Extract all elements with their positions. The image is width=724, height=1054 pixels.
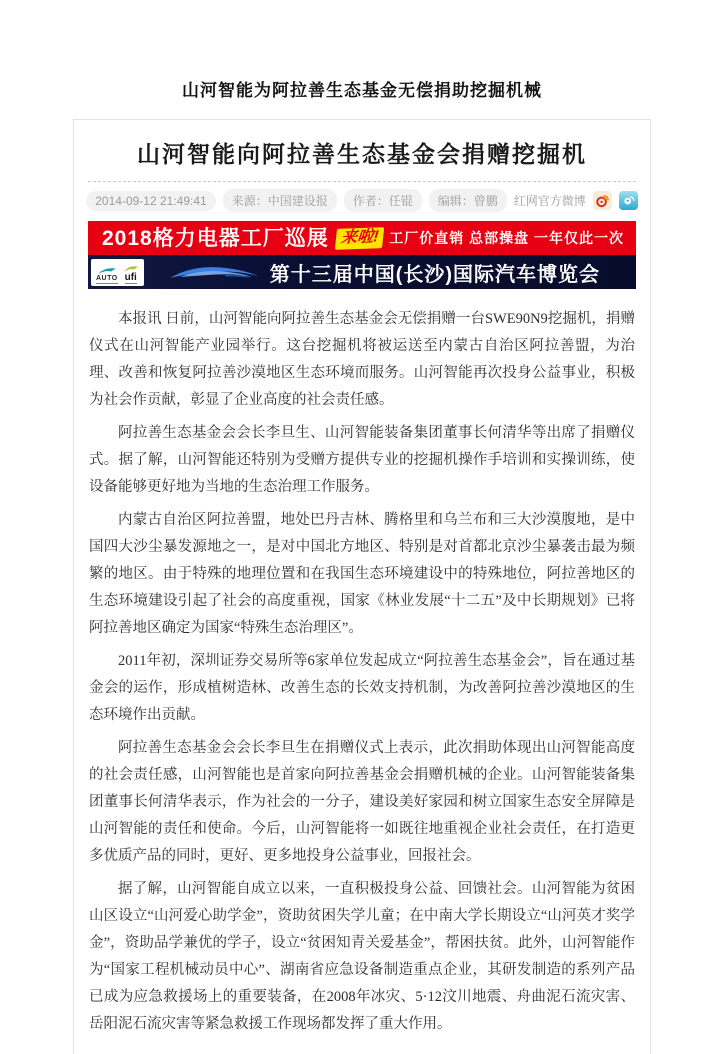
sina-weibo-glyph — [595, 193, 610, 208]
tencent-weibo-icon[interactable] — [619, 191, 638, 210]
car-graphic — [166, 260, 262, 284]
auto-logo-swoosh — [97, 267, 117, 275]
official-weibo-link[interactable]: 红网官方微博 — [513, 194, 586, 208]
paragraph-3: 内蒙古自治区阿拉善盟，地处巴丹吉林、腾格里和乌兰布和三大沙漠腹地，是中国四大沙尘暴发源地之一，是对中国北方地区、特别是对首都北京沙尘暴袭击最为频繁的地区。由于特殊的地理位置和在我国生态环境建设中的特殊地位，阿拉善地区的生态环境建设引起了社会的高度重视，国家《林业发展“十二五”及中长期规划》已将阿拉善地区确定为国家“特殊生态治理区”。 — [89, 512, 635, 636]
paragraph-2: 阿拉善生态基金会会长李旦生、山河智能装备集团董事长何清华等出席了捐赠仪式。据了解，山河智能还特别为受赠方提供专业的挖掘机操作手培训和实操训练，使设备能够更好地为当地的生态治理工作服务。 — [89, 425, 635, 495]
gree-ad-badge: 来啦! — [335, 227, 385, 250]
source-label: 来源：中国建设报 — [223, 189, 337, 212]
ufi-logo — [123, 265, 139, 284]
sina-weibo-icon[interactable] — [593, 191, 612, 210]
editor-label: 编辑：曾鹏 — [429, 189, 507, 212]
gree-ad-title: 2018格力电器工厂巡展 — [102, 226, 329, 250]
dashed-divider — [88, 181, 636, 182]
expo-logo-box — [91, 259, 144, 286]
paragraph-5: 阿拉善生态基金会会长李旦生在捐赠仪式上表示，此次捐助体现出山河智能高度的社会责任感，山河智能也是首家向阿拉善基金会捐赠机械的企业。山河智能装备集团董事长何清华表示，作为社会的一分子，建设美好家园和树立国家生态安全屏障是山河智能的责任和使命。今后，山河智能将一如既往地重视企业社会责任，在打造更多优质产品的同时，更好、更多地投身公益事业，回报社会。 — [89, 740, 635, 864]
article-body — [88, 306, 636, 1038]
paragraph-1: 本报讯 日前，山河智能向阿拉善生态基金会无偿捐赠一台SWE90N9挖掘机，捐赠仪式在山河智能产业园举行。这台挖掘机将被运送至内蒙古自治区阿拉善盟，为治理、改善和恢复阿拉善沙漠地区生态环境而服务。山河智能再次投身公益事业，积极为社会作贡献，彰显了企业高度的社会责任感。 — [89, 311, 635, 408]
ufi-logo-text: ufi — [124, 271, 137, 283]
article-meta-row — [88, 189, 636, 212]
auto-logo-text: AUTO — [96, 274, 118, 282]
article-container — [73, 119, 651, 1054]
paragraph-4: 2011年初，深圳证券交易所等6家单位发起成立“阿拉善生态基金会”，旨在通过基金会的运作，形成植树造林、改善生态的长效支持机制，为改善阿拉善沙漠地区的生态环境作出贡献。 — [89, 653, 635, 723]
author-label: 作者：任锟 — [344, 189, 422, 212]
paragraph-6: 据了解，山河智能自成立以来，一直积极投身公益、回馈社会。山河智能为贫困山区设立“山河爱心助学金”，资助贫困失学儿童；在中南大学长期设立“山河英才奖学金”，资助品学兼优的学子，设立“贫困知青关爱基金”，帮困扶贫。此外，山河智能作为“国家工程机械动员中心”、湖南省应急设备制造重点企业，其研发制造的系列产品已成为应急救援场上的重要装备，在2008年冰灾、5·12汶川地震、舟曲泥石流灾害、岳阳泥石流灾害等紧急救援工作现场都发挥了重大作用。 — [89, 881, 635, 1032]
publish-datetime: 2014-09-12 21:49:41 — [86, 191, 215, 211]
gree-ad-tagline: 工厂价直销 总部操盘 一年仅此一次 — [389, 230, 624, 246]
auto-expo-ad-banner[interactable] — [88, 255, 636, 289]
tencent-weibo-glyph — [622, 194, 635, 207]
auto-logo — [96, 267, 118, 284]
expo-ad-title: 第十三届中国(长沙)国际汽车博览会 — [269, 263, 601, 286]
page-headline: 山河智能为阿拉善生态基金无偿捐助挖掘机械 — [182, 81, 542, 100]
article-title: 山河智能向阿拉善生态基金会捐赠挖掘机 — [137, 142, 587, 167]
gree-ad-banner[interactable] — [88, 221, 636, 255]
